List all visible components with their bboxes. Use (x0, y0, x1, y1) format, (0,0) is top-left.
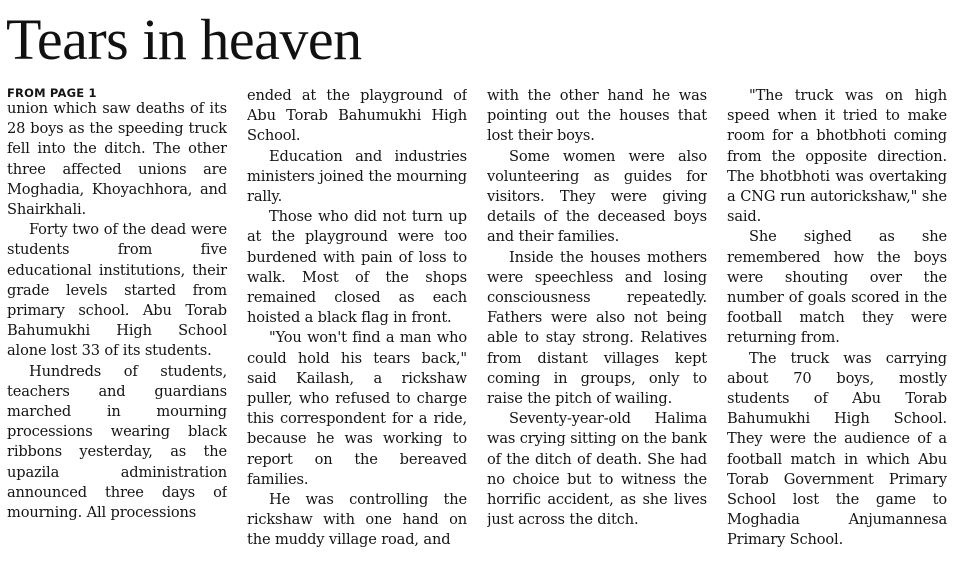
article-paragraph: Those who did not turn up at the playground were too burdened with pain of loss to walk. Most of the shops remained closed as each hoisted a black flag in front. (247, 208, 467, 327)
article-paragraph: "You won't find a man who could hold his tears back," said Kailash, a rickshaw puller, who refused to charge this correspondent for a ride, because he was working to report on the bereaved families. (247, 329, 467, 488)
article-paragraph: union which saw deaths of its 28 boys as the speeding truck fell into the ditch. The other three affected unions are Moghadia, Khoyachhora, and Shairkhali. (7, 100, 227, 219)
article-paragraph: She sighed as she remembered how the boys were shouting over the number of goals scored in the football match they were returning from. (727, 228, 947, 347)
article-paragraph: Seventy-year-old Halima was crying sitting on the bank of the ditch of death. She had no choice but to witness the horrific accident, as she lives just across the ditch. (487, 410, 707, 529)
article-column-1 (7, 86, 227, 572)
article-paragraph: He was controlling the rickshaw with one hand on the muddy village road, and (247, 491, 467, 549)
from-page-kicker: FROM PAGE 1 (7, 86, 97, 100)
article-paragraph: with the other hand he was pointing out the houses that lost their boys. (487, 87, 707, 145)
article-paragraph: The truck was carrying about 70 boys, mostly students of Abu Torab Bahumukhi High School. They were the audience of a football match in which Abu Torab Government Primary School lost the game to Moghadia Anjumannesa Primary School. (727, 349, 947, 549)
article-column-4 (727, 86, 947, 572)
article-paragraph: Forty two of the dead were students from five educational institutions, their grade levels started from primary school. Abu Torab Bahumukhi High School alone lost 33 of its students. (7, 221, 227, 360)
article-column-2 (247, 86, 467, 572)
article-column-3 (487, 86, 707, 572)
article-paragraph: Some women were also volunteering as guides for visitors. They were giving details of the deceased boys and their families. (487, 147, 707, 246)
article-paragraph: "The truck was on high speed when it tried to make room for a bhotbhoti coming from the opposite direction. The bhotbhoti was overtaking a CNG run autorickshaw," she said. (727, 87, 947, 226)
headline: Tears in heaven (6, 7, 362, 72)
article-paragraph: Education and industries ministers joined the mourning rally. (247, 147, 467, 206)
article-paragraph: Hundreds of students, teachers and guardians marched in mourning processions wearing black ribbons yesterday, as the upazila administration announced three days of mourning. All processions (7, 362, 227, 522)
article-paragraph: ended at the playground of Abu Torab Bahumukhi High School. (247, 87, 467, 145)
article-paragraph: Inside the houses mothers were speechless and losing consciousness repeatedly. Fathers were also not being able to stay strong. Relatives from distant villages kept coming in groups, only to raise the pitch of wailing. (487, 248, 707, 408)
